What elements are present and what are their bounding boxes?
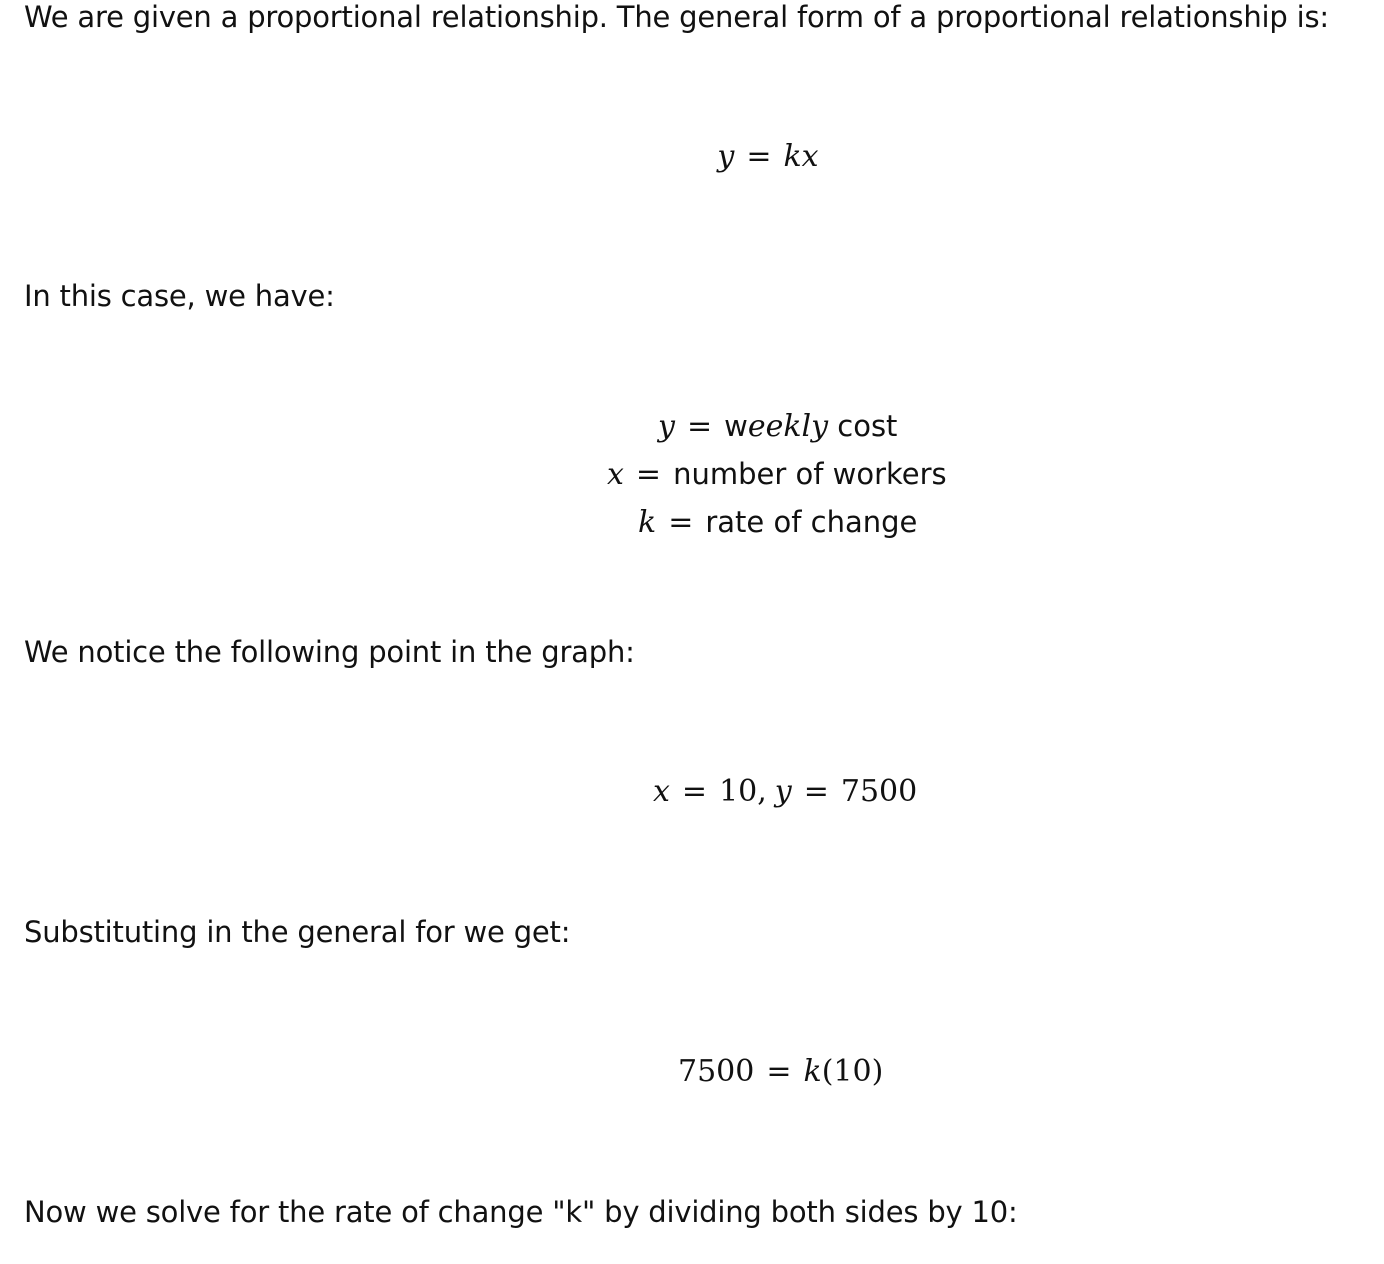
eq2-op1: = (681, 774, 708, 809)
eq2-x: x (653, 774, 670, 809)
def-y-op: = (686, 409, 713, 444)
eq3-lhs: 7500 (678, 1054, 755, 1089)
graph-point-paragraph: We notice the following point in the graph: (24, 635, 635, 669)
def-k-text: rate of change (705, 505, 918, 539)
def-k-var: k (638, 505, 657, 540)
definition-y (658, 404, 897, 448)
definition-x (607, 452, 947, 496)
def-x-var: x (607, 457, 624, 492)
solve-paragraph: Now we solve for the rate of change "k" by dividing both sides by 10: (24, 1195, 1018, 1229)
eq1-lhs: y (717, 139, 735, 174)
eq2-xval: 10, (719, 774, 767, 809)
eq3-rhs: (10) (821, 1054, 884, 1089)
def-x-text: number of workers (673, 457, 947, 491)
general-form-equation (0, 139, 1384, 175)
eq2-y: y (774, 774, 792, 809)
eq3-k: k (803, 1054, 822, 1089)
eq2-op2: = (803, 774, 829, 809)
eq1-rhs: kx (783, 139, 819, 174)
eq3-op: = (766, 1054, 792, 1089)
intro-paragraph: We are given a proportional relationship. The general form of a proportional relationship is: (24, 0, 1329, 34)
point-equation (653, 774, 917, 810)
eq2-yval: 7500 (840, 774, 918, 809)
def-y-text: cost (828, 409, 898, 443)
def-x-op: = (635, 457, 662, 492)
substituted-equation (678, 1054, 883, 1090)
def-k-op: = (668, 505, 694, 540)
definition-k (638, 500, 917, 544)
eq1-op: = (746, 139, 772, 174)
def-y-var: y (658, 409, 675, 444)
case-paragraph: In this case, we have: (24, 279, 335, 313)
substitution-paragraph: Substituting in the general for we get: (24, 915, 571, 949)
def-y-weekly: eekly (747, 409, 829, 444)
def-y-w: w (724, 409, 748, 443)
